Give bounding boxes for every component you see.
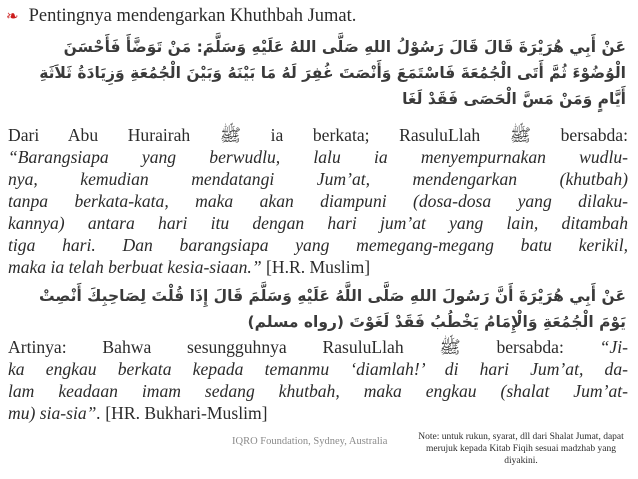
translation-paragraph-2 [8,336,628,424]
paragraph-line [8,256,628,278]
heading-text: Pentingnya mendengarkan Khuthbah Jumat. [28,6,357,26]
leaf-bullet-icon: ❧ [6,7,19,25]
section-heading [6,4,626,28]
paragraph-line: lam keadaan imam sedang khutbah, maka engkau (shalat Jum’at- [8,381,628,401]
arabic-hadith-1: عَنْ أَبِي هُرَيْرَةَ قَالَ قَالَ رَسُوْلُ اللهِ صَلَّى اللهُ عَلَيْهِ وَسَلَّمَ: مَنْ تَوَضَّأَ فَأَحْسَنَ الْوُضُوْءَ ثُمَّ أَتَى الْجُمُعَةَ فَاسْتَمَعَ وَأَنْصَتَ غُفِرَ لَهُ مَا بَيْنَهُ وَبَيْنَ الْجُمُعَةِ وَزِيَادَةُ ثَلاَثَةِ أَيَّامٍ وَمَنْ مَسَّ الْحَصَى فَقَدْ لَغَا [39,38,626,108]
paragraph-line: tanpa berkata-kata, maka akan diampuni (dosa-dosa yang dilaku- [8,191,628,211]
translation-intro: Artinya: Bahwa sesungguhnya RasuluLlah ﷺ bersabda: [8,337,600,357]
paragraph-line: ka engkau berkata kepada temanmu ‘diamlah!’ di hari Jum’at, da- [8,359,628,379]
arabic-hadith-2: عَنْ أَبِي هُرَيْرَةَ أَنَّ رَسُولَ اللهِ صَلَّى اللَّهُ عَلَيْهِ وَسَلَّمَ قَالَ إِذَا قُلْتَ لِصَاحِبِكَ أَنْصِتْ يَوْمَ الْجُمُعَةِ وَالْإِمَامُ يَخْطُبُ فَقَدْ لَغَوْتَ (رواه مسلم) [38,287,626,331]
paragraph-line: nya, kemudian mendatangi Jum’at, mendengarkan (khutbah) [8,169,628,189]
paragraph-line: “Barangsiapa yang berwudlu, lalu ia menyempurnakan wudlu- [8,147,628,167]
hadith-quote-end: maka ia telah berbuat kesia-siaan.” [8,257,262,277]
paragraph-line: tiga hari. Dan barangsiapa yang memegang-megang batu kerikil, [8,235,628,255]
paragraph-line [8,402,628,424]
hadith-source: [H.R. Muslim] [261,257,371,277]
footer-organization: IQRO Foundation, Sydney, Australia [232,436,388,447]
paragraph-line: kannya) antara hari itu dengan hari jum’at yang lain, ditambah [8,213,628,233]
quote-end: mu) sia-sia”. [8,403,101,423]
paragraph-line: Dari Abu Hurairah ﷺ ia berkata; RasuluLlah ﷺ bersabda: [8,125,629,145]
hadith-source: [HR. Bukhari-Muslim] [100,403,268,423]
translation-paragraph-1 [8,124,628,278]
quote-start: “Ji- [599,337,628,357]
paragraph-line [8,336,628,358]
footnote: Note: untuk rukun, syarat, dll dari Shalat Jumat, dapat merujuk kepada Kitab Fiqih sesuai madzhab yang diyakini. [418,432,624,466]
